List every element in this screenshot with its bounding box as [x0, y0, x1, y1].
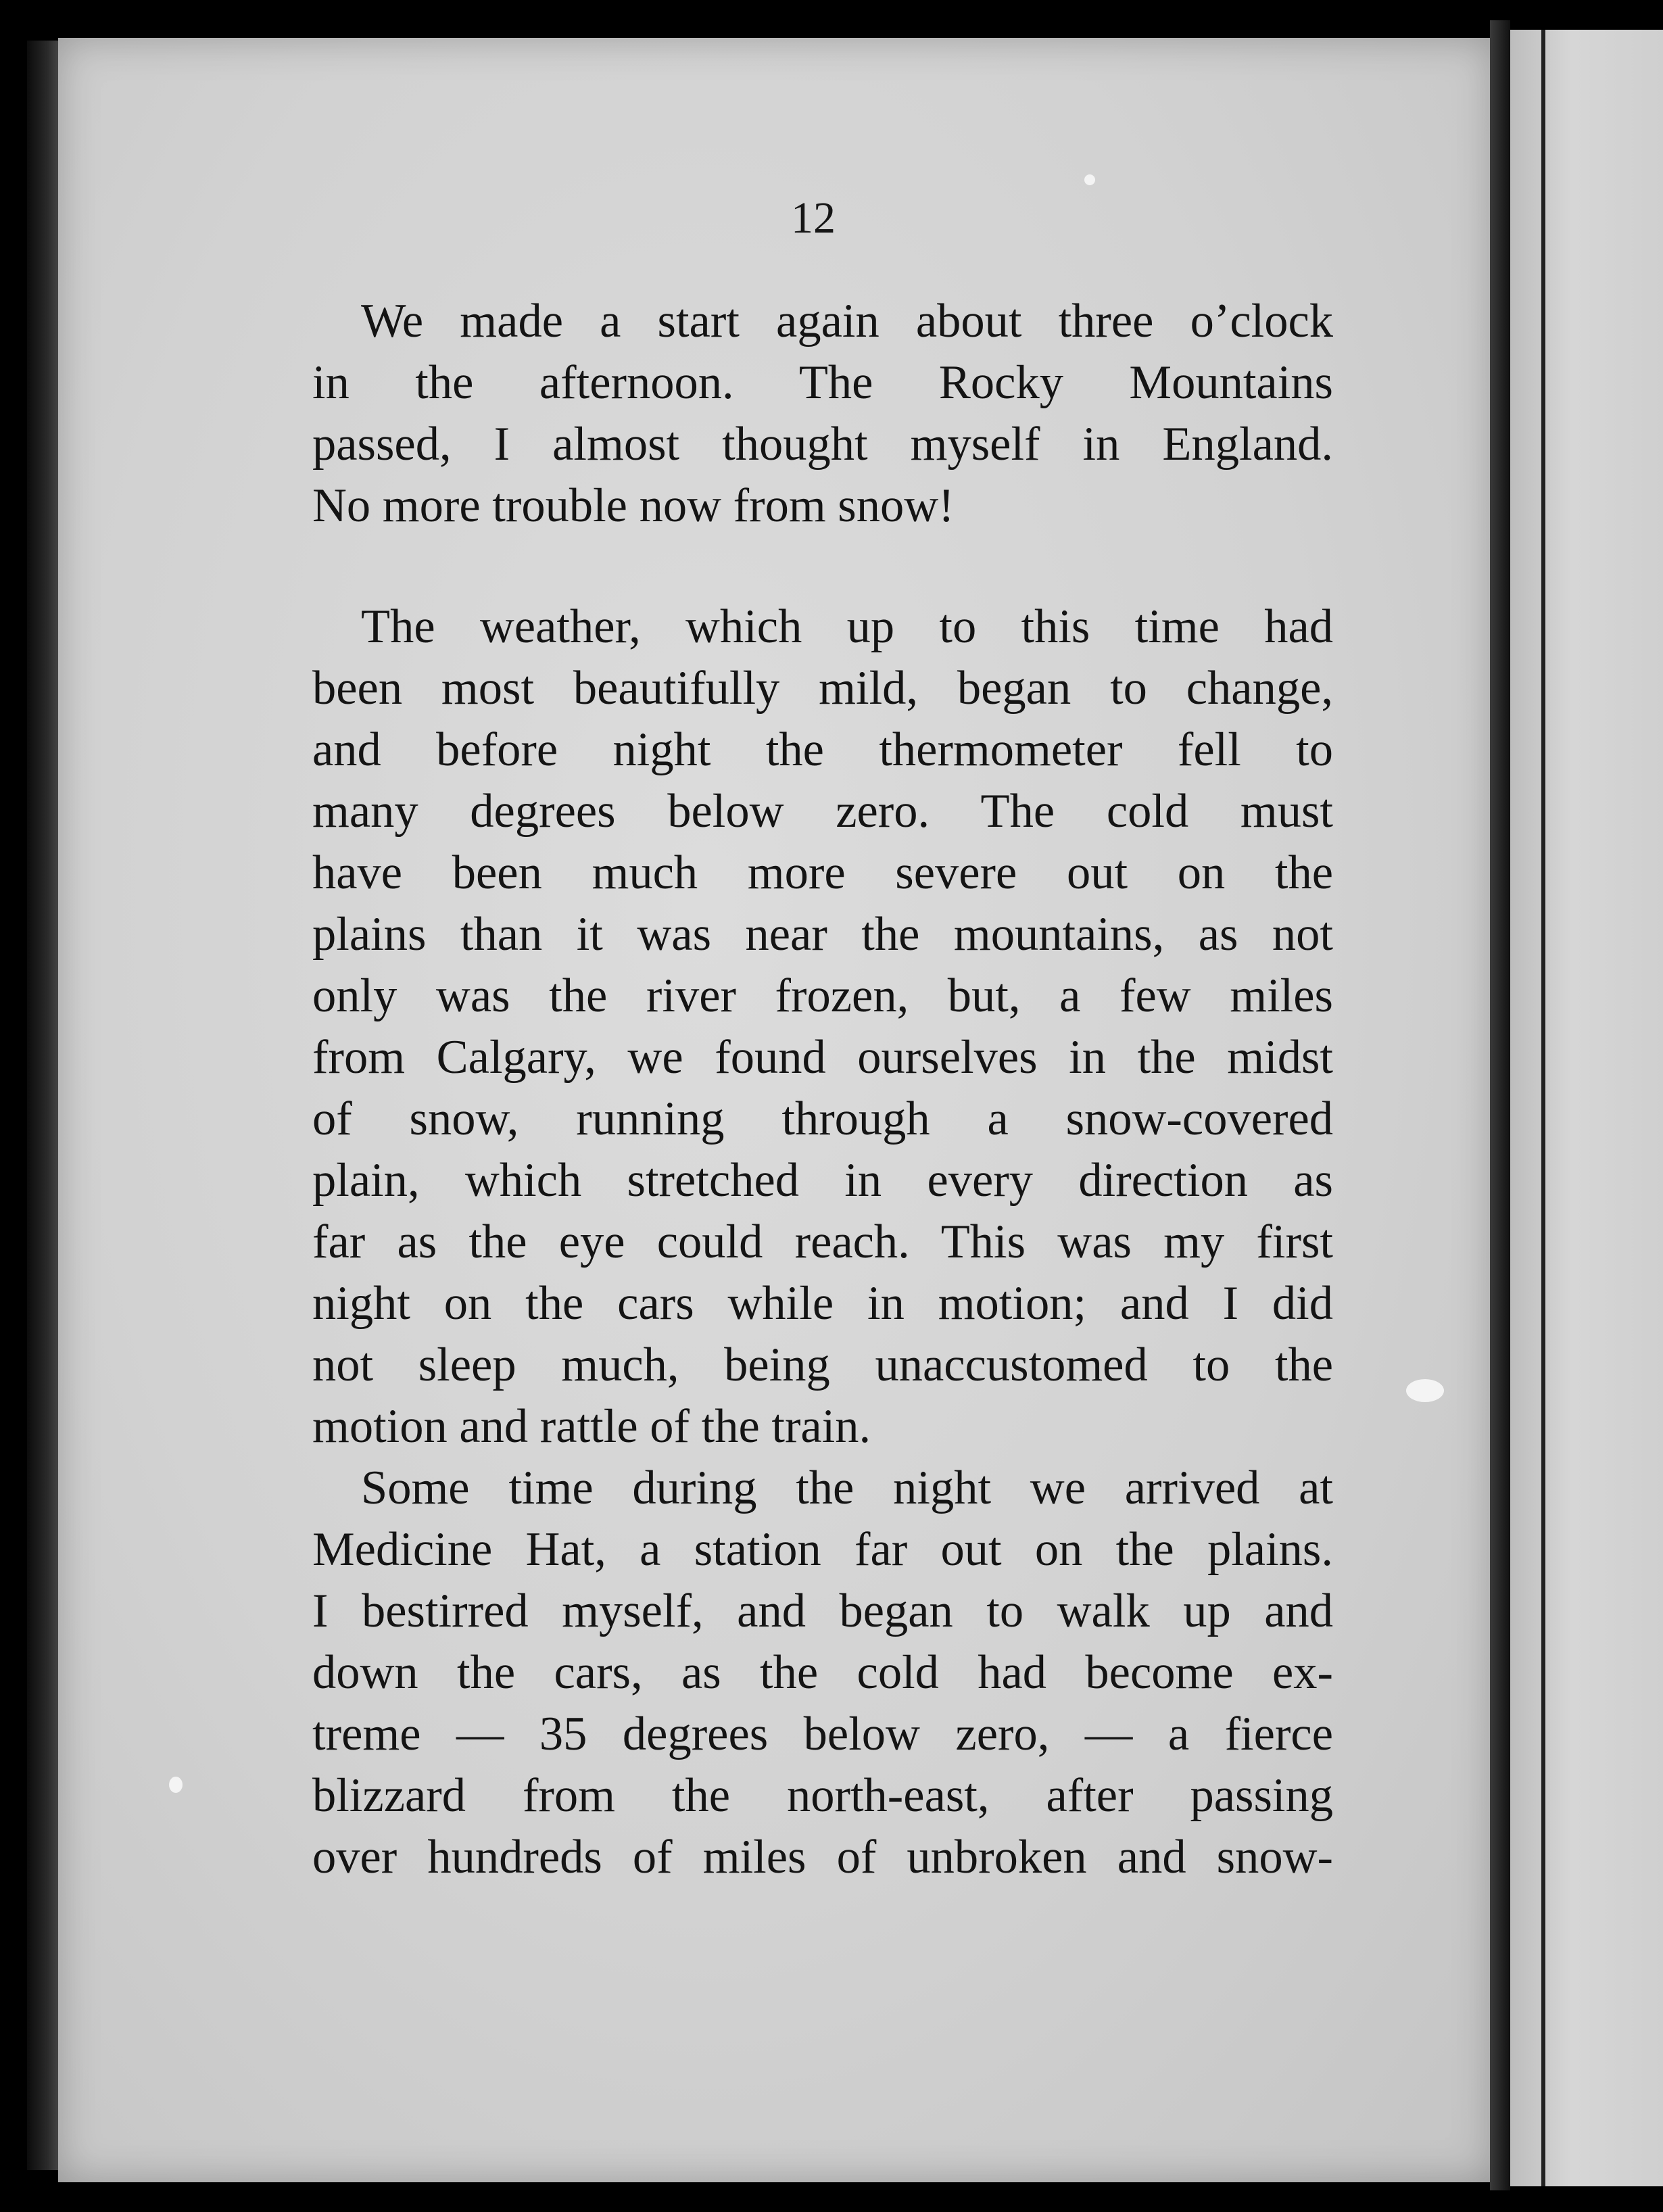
text-line: and before night the thermometer fell to — [312, 723, 1333, 776]
text-line: been most beautifully mild, began to change, — [312, 662, 1333, 715]
text-line: No more trouble now from snow! — [312, 479, 955, 532]
text-line: many degrees below zero. The cold must — [312, 785, 1333, 838]
paragraph-gap — [312, 537, 1333, 596]
text-line: in the afternoon. The Rocky Mountains — [312, 356, 1333, 409]
text-line: We made a start again about three o’clock — [361, 295, 1333, 347]
text-line: Medicine Hat, a station far out on the plains. — [312, 1523, 1333, 1576]
scan-speck — [1084, 174, 1095, 185]
text-line: night on the cars while in motion; and I did — [312, 1277, 1333, 1330]
text-line: The weather, which up to this time had — [361, 600, 1333, 653]
scan-speck — [169, 1777, 183, 1793]
text-line: far as the eye could reach. This was my first — [312, 1216, 1333, 1268]
text-line: down the cars, as the cold had become ex- — [312, 1646, 1333, 1699]
text-line: plains than it was near the mountains, as not — [312, 908, 1333, 961]
text-line: over hundreds of miles of unbroken and snow- — [312, 1831, 1333, 1883]
text-line: I bestirred myself, and began to walk up and — [312, 1585, 1333, 1637]
page-number: 12 — [791, 193, 836, 243]
text-line: blizzard from the north-east, after passing — [312, 1769, 1333, 1822]
adjacent-page-edge — [1510, 30, 1663, 2186]
page-body-text — [312, 291, 1333, 1888]
paragraph — [312, 596, 1333, 1458]
text-line: not sleep much, being unaccustomed to the — [312, 1339, 1333, 1391]
text-line: from Calgary, we found ourselves in the midst — [312, 1031, 1333, 1084]
book-gutter — [1490, 20, 1510, 2190]
scan-speck — [1406, 1379, 1444, 1402]
text-line: of snow, running through a snow-covered — [312, 1092, 1333, 1145]
text-line: have been much more severe out on the — [312, 846, 1333, 899]
text-line: treme — 35 degrees below zero, — a fierce — [312, 1708, 1333, 1760]
text-line: motion and rattle of the train. — [312, 1400, 871, 1453]
paragraph — [312, 1458, 1333, 1888]
text-line: Some time during the night we arrived at — [361, 1462, 1333, 1514]
text-line: only was the river frozen, but, a few miles — [312, 969, 1333, 1022]
book-left-edge — [27, 41, 61, 2170]
paragraph — [312, 291, 1333, 537]
text-line: plain, which stretched in every direction as — [312, 1154, 1333, 1207]
text-line: passed, I almost thought myself in England. — [312, 418, 1333, 471]
